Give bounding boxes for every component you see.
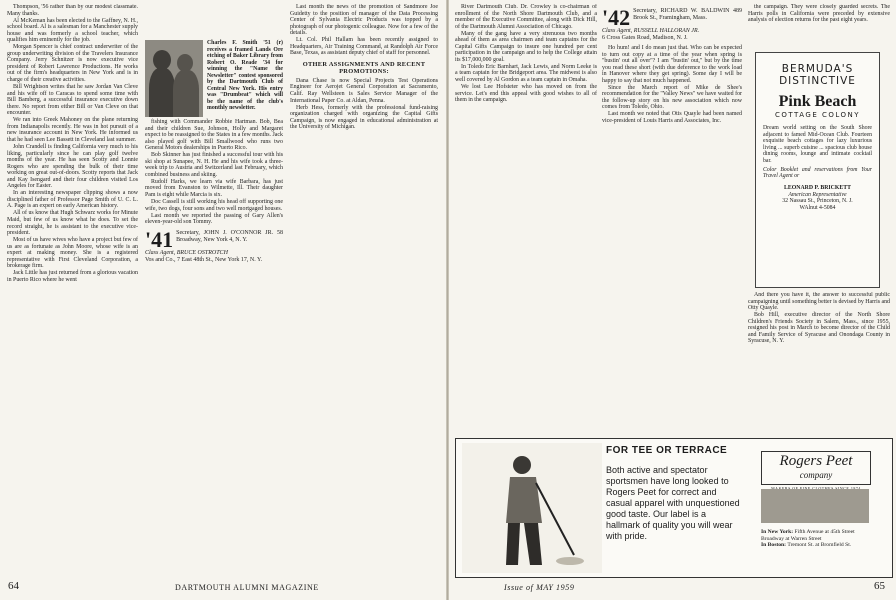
section-heading: OTHER ASSIGNMENTS AND RECENT PROMOTIONS: <box>302 60 426 75</box>
ad-body-text: Both active and spectator sportsmen have long looked to Rogers Peet for correct and casual apparel with unquestioned good taste. Our label is a hallmark of quality you will wear with pride. <box>606 465 740 541</box>
logo-line: company <box>799 470 833 480</box>
paragraph: Herb Hess, formerly with the professional fund-raising organization charged with organizing the Capital Gifts Campaign, is now engaged in educational administration at the University of Michigan. <box>290 104 438 131</box>
paragraph: Many of the gang have a very strenuous two months ahead of them as area chairmen and team captains for the Capital Gifts Campaign to insure one hundred per cent participation in the campaign and to help the College attain its $17,000,000 goal. <box>455 30 597 63</box>
address: Fifth Avenue at 45th Street <box>794 529 855 535</box>
paragraph: And there you have it, the answer to successful public campaigning until something better is devised by Harris and Otty Quayle. <box>748 292 890 312</box>
paragraph: the campaign. They were closely guarded secrets. The Harris polls in California were preceded by extensive analysis of election returns for the past eight years. <box>748 4 890 24</box>
city-label: In Boston: <box>761 542 787 549</box>
left-column-1 <box>7 4 138 586</box>
paragraph: Since the March report of Mike de Shee's recommendation for the "Valley News" we have waited for the follow-up story on his new association which now comes from Toledo, Ohio. <box>602 84 742 111</box>
storefront-illustration <box>761 489 869 523</box>
paragraph: Bob Hill, executive director of the North Shore Children's Friends Society in Salem, Mass., since 1955, resigned his post in March to become director of the Child and Family Service of Syracuse and Onondaga County in Syracuse, N. Y. <box>748 312 890 345</box>
address: Broadway at Warren Street <box>761 535 822 542</box>
page-footer: DARTMOUTH ALUMNI MAGAZINE <box>175 583 319 592</box>
paragraph: Last month the news of the promotion of Sandmore Joe Guidetty to the position of manager of the Data Processing Center of Sylvania Electric Products was topped by a photograph of our photogenic colleague. Now for a few of the details. <box>290 4 438 37</box>
ad-headline: FOR TEE OR TERRACE <box>606 445 728 456</box>
right-column-2 <box>602 4 742 404</box>
paragraph: Most of us have wives who have a project but few of us are as fortunate as John Moore, whose wife is an expert at making money. She is a registered representative with First Cleveland Corporation, a brokerage firm. <box>7 237 138 270</box>
ad-body-text: Dream world setting on the South Shore adjacent to famed Mid-Ocean Club. Fourteen exquisite beach cottages for lazy luxurious living ... superb cuisine ... spacious club house dining rooms, lounge and intimate cocktail bar. <box>763 125 872 164</box>
ad-line: BERMUDA'S <box>781 63 854 75</box>
paragraph: Lt. Col. Phil Hallam has been recently assigned to Headquarters, Air Training Command, at Randolph Air Force Base, Texas, as assistant deputy chief of staff for personnel. <box>290 37 438 57</box>
rep-name: LEONARD P. BRICKETT <box>784 184 851 191</box>
pink-beach-ad <box>755 52 880 288</box>
class-agent-address: Vos and Co., 7 East 48th St., New York 17, N. Y. <box>145 256 263 263</box>
right-column-3-cont <box>748 292 890 432</box>
paragraph: Doc Cassell is still working his head off supporting one wife, two dogs, four sons and two well mortgaged houses. <box>145 199 283 212</box>
paragraph: River Dartmouth Club. Dr. Crowley is co-chairman of enrollment of the North Shore Dartmouth Club, and a member of the Executive Committee, along with Dick Hill, of the Dartmouth Alumni Association of Chicago. <box>455 4 597 30</box>
page-number: 64 <box>8 580 19 592</box>
store-addresses <box>761 529 881 549</box>
class-secretary: Secretary, JOHN J. O'CONNOR JR. 58 Broadway, New York 4, N. Y. <box>176 229 283 243</box>
paragraph: Jack Little has just returned from a glorious vacation in Puerto Rico where he went <box>7 270 138 283</box>
ad-title: Pink Beach <box>778 93 857 110</box>
right-column-3 <box>748 4 890 50</box>
class-heading-41 <box>145 226 283 264</box>
page-number: 65 <box>874 580 885 592</box>
paragraph: We lost Lee Hofsteter who has moved on from the service. Let's end this appeal with good wishes to all of them in the campaign. <box>455 84 597 104</box>
rep-title: American Representative <box>788 191 847 198</box>
ad-representative <box>763 185 872 212</box>
ad-body <box>756 119 879 218</box>
left-column-2 <box>145 4 283 586</box>
class-agent: Class Agent, RUSSELL HALLORAN JR. <box>602 28 700 34</box>
paragraph: In an interesting newspaper clipping shows a now disciplined father of Professor Page Smith of U. C. L. A. Page is an expert on early American history. <box>7 190 138 210</box>
class-year: '42 <box>602 5 631 30</box>
ad-subtitle: COTTAGE COLONY <box>774 111 861 119</box>
photo-caption: Charles F. Smith '51 (r) receives a framed Lands Ore etching of Baker Library from Robert O. Reade '34 for winning the "Name the Newsletter" contest sponsored by the Dartmouth Club of Central New York. His entry was "Drumbeat" which will be the name of the club's monthly newsletter. <box>207 40 283 112</box>
paragraph: Ho hum! and I do mean just that. Who can be expected to turn out copy at a time of the year when spring is "bustin' out all over"? I am "bustin' out," but by the time you read these short (with due deference to the work load in Hanover where they get spring). Some day I will be happy to say that not much happened. <box>602 45 742 84</box>
address: Tremont St. at Bromfield St. <box>787 542 852 549</box>
page-footer: Issue of MAY 1959 <box>504 583 575 592</box>
paragraph: Bill Wrightson writes that he saw Jordan Van Cleve and his wife off to Caracas to spend some time with Bill Bamberg, a successful insurance executive down there. No report from either Bill or Van Cleve on that encounter. <box>7 84 138 117</box>
rogers-peet-ad <box>455 438 893 578</box>
paragraph: Dana Chase is now Special Projects Test Operations Engineer for Aerojet General Corporation at Sacramento, Calif. Ray Wellsteen is Sales Service Manager of the International Paper Co. at Aldan, Penna. <box>290 77 438 104</box>
paragraph: Thompson, '56 rather than by our modest classmate. Many thanks. <box>7 4 138 17</box>
class-year: '41 <box>145 226 174 252</box>
paragraph: We ran into Greek Mahoney on the plane returning from Indianapolis recently. He was in hot pursuit of a new insurance account in New York. He informed us that he had seen Lee Bassett in Cleveland last summer. <box>7 117 138 143</box>
rogers-peet-logo <box>761 451 871 485</box>
paragraph: All of us know that Hugh Schwarz works for Minute Maid, but few of us know what he does. To set the record straight, he is assistant to the executive vice-president. <box>7 210 138 237</box>
ad-booklet-text: Color Booklet and reservations from Your Travel Agent or <box>763 166 872 180</box>
class-agent-address: 6 Cross Gates Road, Madison, N. J. <box>602 35 688 41</box>
logo-line: Rogers Peet <box>779 453 853 469</box>
paragraph: John Crandell is finding California very much to his liking, particularly since he can play golf twelve months of the year. He has seen Scotty and Lonnie Rogers who are spending the bulk of their time working on great out-of-doors. Scotty reports that Jack and Kay Isengard and their four children visited Los Angeles for Easter. <box>7 143 138 190</box>
photo-award <box>145 40 203 117</box>
paragraph: Rudolf Harks, we learn via wife Barbara, has just moved from Evanston to Wilmette, Ill. Their daughter Pam is eight while Marcia is six. <box>145 178 283 199</box>
class-heading-42 <box>602 5 742 42</box>
paragraph: Last month we reported the passing of Gary Allen's eleven-year-old son Tommy. <box>145 212 283 226</box>
paragraph: fishing with Commander Robbie Hartman. Bob, Bea and their children Sue, Johnson, Holly and Margaret expect to be reassigned to the States in a few months. Jack also played golf with Bill Smallwood who runs two General Motors dealerships in Puerto Rico. <box>145 119 283 152</box>
photo-figure <box>173 70 199 117</box>
golfer-illustration <box>462 443 602 573</box>
right-page <box>449 0 896 600</box>
class-agent: Class Agent, BRUCE OSTROTCH <box>145 249 228 256</box>
photo-figure <box>153 50 171 70</box>
paragraph: Last month we noted that Otis Quayle had been named vice-president of Louis Harris and Associates, Inc. <box>602 111 742 125</box>
ad-line: DISTINCTIVE <box>779 75 856 87</box>
city-label: In New York: <box>761 529 794 535</box>
photo-figure <box>149 68 175 117</box>
paragraph: In Toledo Eric Barnhart, Jack Lewis, and Norm Leeke is a team captain for the Bridgeport area. The midwest is also well covered by Al Gordon as a team captain in Omaha. <box>455 63 597 84</box>
left-column-3 <box>290 4 438 586</box>
rep-address: 32 Nassau St., Princeton, N. J. <box>782 198 853 205</box>
paragraph: Al McKeman has been elected to the Gaffney, N. H., school board. Al is a salesman for a Manchester supply house and was formerly a school teacher, which qualifies him eminently for the job. <box>7 17 138 44</box>
left-page <box>0 0 447 600</box>
class-secretary: Secretary, RICHARD W. BALDWIN 489 Brook St., Framingham, Mass. <box>633 8 742 21</box>
paragraph: Morgan Spencer is chief contract underwriter of the group underwriting division of the Travelers Insurance Company. Jerry Schnitzer is now executive vice president of Robert Lawrence Productions. He works out of the firm's headquarters in New York and is in charge of their creative activities. <box>7 44 138 84</box>
paragraph: Bob Skinner has just finished a successful tour with his ski shop at Sunapee, N. H. He and his wife took a three-week trip to Austria and Switzerland last February, which combined business and skiing. <box>145 152 283 178</box>
rep-phone: WAlnut 4-5084 <box>799 205 836 212</box>
